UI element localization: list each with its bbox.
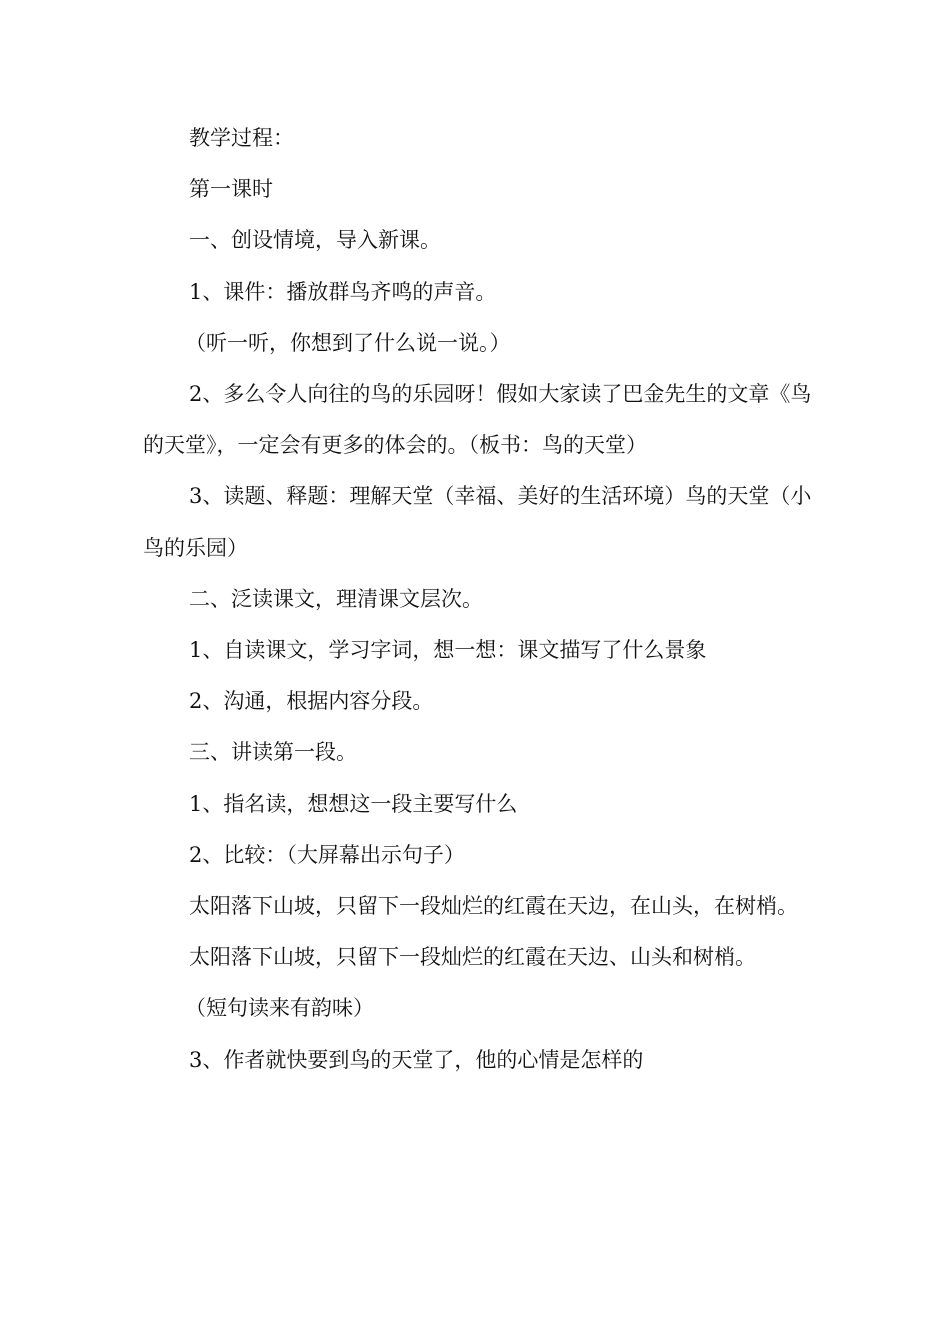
paragraph: 1、指名读，想想这一段主要写什么 [189, 791, 518, 816]
example-sentence: 太阳落下山坡，只留下一段灿烂的红霞在天边、山头和树梢。 [189, 945, 756, 970]
example-sentence: 太阳落下山坡，只留下一段灿烂的红霞在天边，在山头，在树梢。 [189, 894, 798, 919]
section-one-title: 一、创设情境，导入新课。 [189, 228, 441, 253]
paragraph: 1、自读课文，学习字词，想一想：课文描写了什么景象 [189, 638, 707, 663]
paragraph: 2、比较：（大屏幕出示句子） [189, 842, 465, 867]
paragraph: （听一听，你想到了什么说一说。） [185, 330, 511, 355]
paragraph: （短句读来有韵味） [185, 996, 374, 1021]
paragraph: 2、多么令人向往的鸟的乐园呀！假如大家读了巴金先生的文章《鸟的天堂》，一定会有更多的体会的。（板书：鸟的天堂） [143, 382, 812, 458]
heading-teaching-process: 教学过程： [189, 126, 294, 150]
paragraph: 3、读题、释题：理解天堂（幸福、美好的生活环境）鸟的天堂（小鸟的乐园） [143, 484, 812, 560]
section-two-title: 二、泛读课文，理清课文层次。 [189, 586, 483, 611]
paragraph: 1、课件：播放群鸟齐鸣的声音。 [189, 279, 497, 304]
section-three-title: 三、讲读第一段。 [189, 740, 357, 765]
paragraph: 3、作者就快要到鸟的天堂了，他的心情是怎样的 [189, 1047, 644, 1072]
document-body [143, 113, 813, 1086]
heading-first-lesson: 第一课时 [189, 177, 273, 202]
paragraph: 2、沟通，根据内容分段。 [189, 689, 434, 714]
